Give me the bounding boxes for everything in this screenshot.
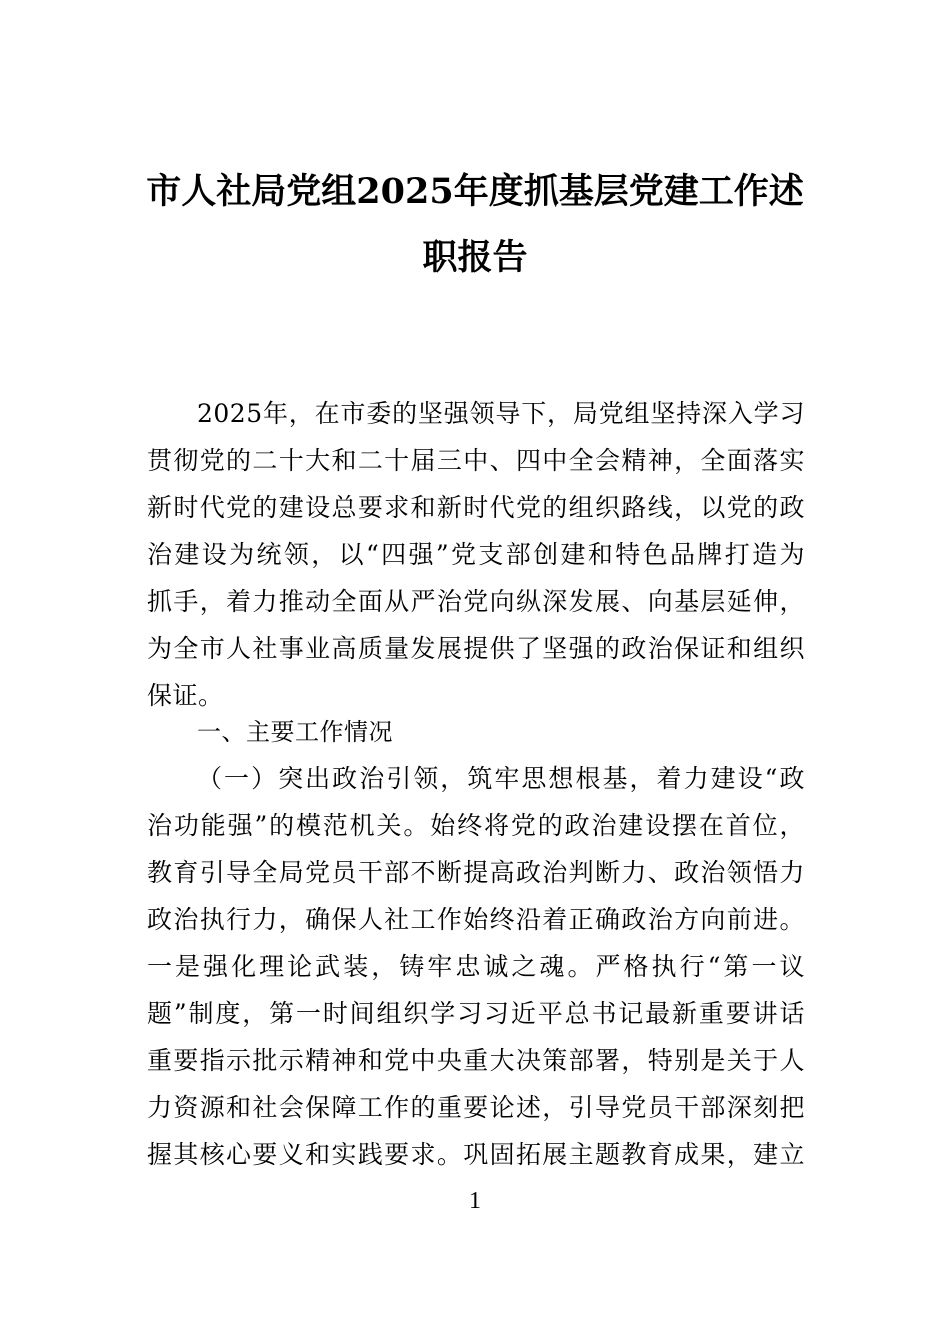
paragraph-line: 政治执行力，确保人社工作始终沿着正确政治方向前进。 (147, 905, 805, 934)
document-title-line-1: 市人社局党组2025年度抓基层党建工作述 (146, 171, 804, 212)
paragraph-line: 新时代党的建设总要求和新时代党的组织路线，以党的政 (147, 493, 805, 522)
paragraph-line: 贯彻党的二十大和二十届三中、四中全会精神，全面落实 (147, 446, 805, 475)
paragraph-line: 治建设为统领，以“四强”党支部创建和特色品牌打造为 (147, 540, 805, 569)
paragraph-line: 重要指示批示精神和党中央重大决策部署，特别是关于人 (147, 1046, 805, 1075)
paragraph-line: 题”制度，第一时间组织学习习近平总书记最新重要讲话 (147, 999, 805, 1028)
paragraph-line: 教育引导全局党员干部不断提高政治判断力、政治领悟力 (147, 858, 805, 887)
paragraph-line: 一是强化理论武装，铸牢忠诚之魂。严格执行“第一议 (147, 952, 805, 981)
paragraph-line: 为全市人社事业高质量发展提供了坚强的政治保证和组织 (147, 634, 805, 663)
paragraph-line: 握其核心要义和实践要求。巩固拓展主题教育成果，建立 (147, 1140, 805, 1169)
paragraph-line: 抓手，着力推动全面从严治党向纵深发展、向基层延伸， (147, 587, 805, 616)
paragraph-line: 保证。 (147, 681, 224, 710)
paragraph-line: （一）突出政治引领，筑牢思想根基，着力建设“政 (197, 764, 805, 793)
section-heading: 一、主要工作情况 (197, 718, 393, 746)
page-number: 1 (469, 1188, 481, 1214)
document-title-line-2: 职报告 (422, 237, 528, 278)
paragraph-line: 力资源和社会保障工作的重要论述，引导党员干部深刻把 (147, 1093, 805, 1122)
paragraph-line: 治功能强”的模范机关。始终将党的政治建设摆在首位， (147, 811, 805, 840)
paragraph-line: 2025年，在市委的坚强领导下，局党组坚持深入学习 (197, 399, 805, 428)
